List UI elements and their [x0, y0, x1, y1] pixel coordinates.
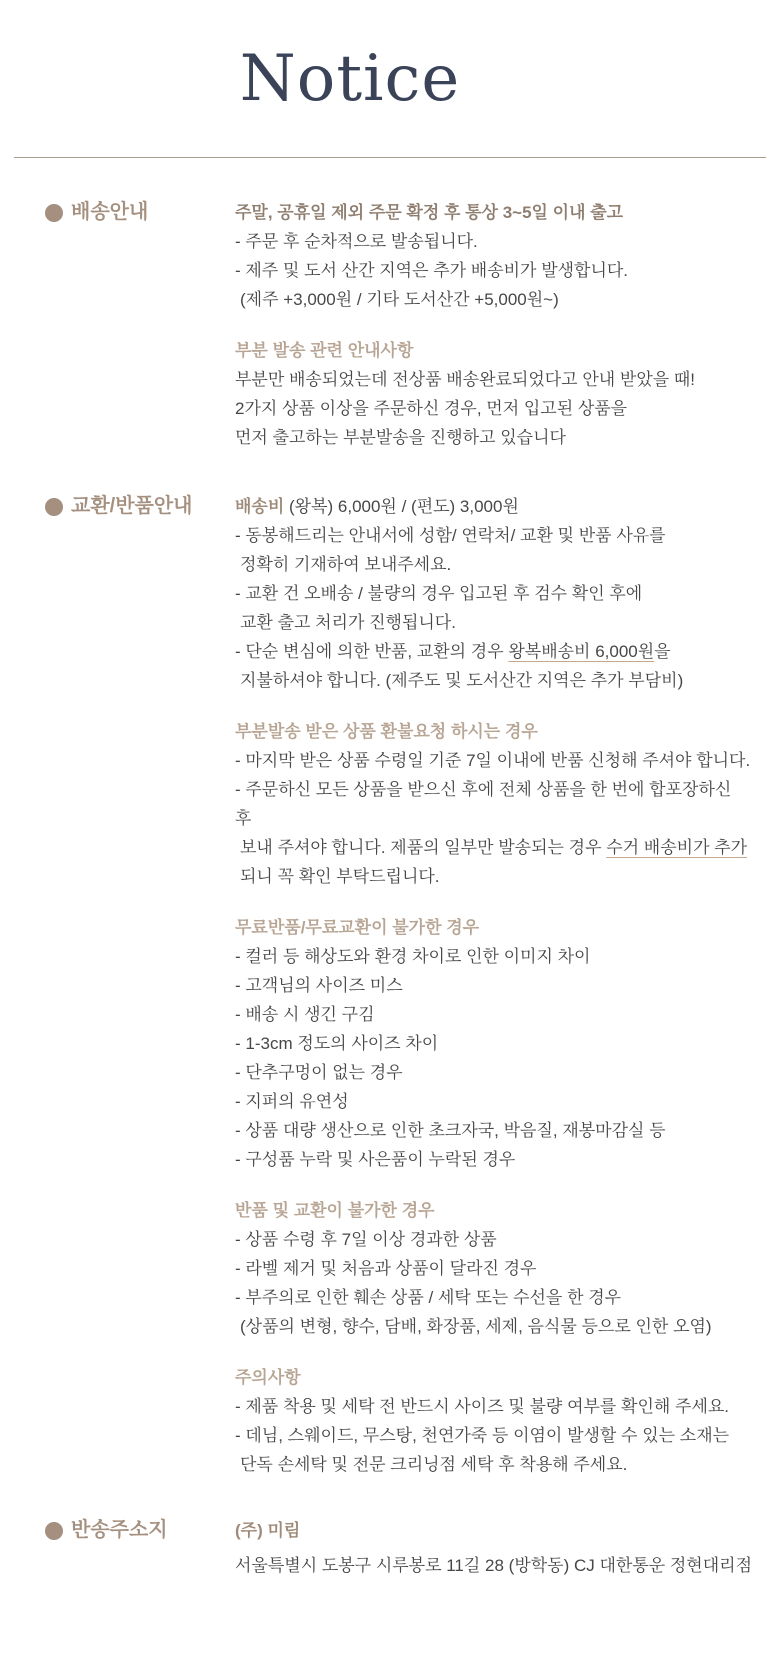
section-heading-label: 배송안내	[71, 201, 149, 223]
block-subtitle: 주의사항	[235, 1368, 301, 1387]
notice-line: - 라벨 제거 및 처음과 상품이 달라진 경우	[235, 1259, 537, 1278]
notice-section	[0, 492, 780, 1479]
notice-line: - 구성품 누락 및 사은품이 누락된 경우	[235, 1150, 516, 1169]
block-lead	[235, 198, 752, 227]
notice-line: - 동봉해드리는 안내서에 성함/ 연락처/ 교환 및 반품 사유를	[235, 526, 666, 545]
block-lead-rest: (왕복) 6,000원 / (편도) 3,000원	[284, 497, 519, 516]
section-heading-label: 반송주소지	[71, 1519, 168, 1541]
notice-line: - 상품 대량 생산으로 인한 초크자국, 박음질, 재봉마감실 등	[235, 1121, 666, 1140]
notice-line: - 제품 착용 및 세탁 전 반드시 사이즈 및 불량 여부를 확인해 주세요.	[235, 1397, 730, 1416]
notice-line: 2가지 상품 이상을 주문하신 경우, 먼저 입고된 상품을	[235, 399, 628, 418]
section-body	[235, 1516, 752, 1580]
notice-line: - 마지막 받은 상품 수령일 기준 7일 이내에 반품 신청해 주셔야 합니다.	[235, 751, 751, 770]
page-title: Notice	[239, 41, 461, 116]
block-subtitle: 반품 및 교환이 불가한 경우	[235, 1201, 435, 1220]
text-block	[235, 717, 752, 891]
block-subtitle: 무료반품/무료교환이 불가한 경우	[235, 918, 480, 937]
notice-line: - 고객님의 사이즈 미스	[235, 976, 403, 995]
section-heading	[45, 492, 235, 521]
notice-line: - 주문하신 모든 상품을 받으신 후에 전체 상품을 한 번에 합포장하신 후	[235, 780, 732, 828]
block-subtitle: 부분 발송 관련 안내사항	[235, 341, 414, 360]
notice-header	[0, 0, 700, 157]
section-heading	[45, 1516, 235, 1545]
section-body	[235, 492, 752, 1479]
block-lead	[235, 492, 752, 521]
notice-line: - 제주 및 도서 산간 지역은 추가 배송비가 발생합니다.	[235, 261, 629, 280]
notice-line	[235, 637, 752, 666]
notice-line: - 배송 시 생긴 구김	[235, 1005, 375, 1024]
notice-line: 부분만 배송되었는데 전상품 배송완료되었다고 안내 받았을 때!	[235, 370, 696, 389]
notice-line: (상품의 변형, 향수, 담배, 화장품, 세제, 음식물 등으로 인한 오염)	[240, 1317, 712, 1336]
notice-line: 지불하셔야 합니다. (제주도 및 도서산간 지역은 추가 부담비)	[240, 671, 684, 690]
notice-line	[235, 833, 752, 862]
notice-sections	[0, 198, 780, 1580]
bullet-icon	[45, 498, 63, 516]
block-lead-main: 주말, 공휴일 제외 주문 확정 후 통상 3~5일 이내 출고	[235, 203, 624, 222]
notice-section	[0, 1516, 780, 1580]
notice-line: - 1-3cm 정도의 사이즈 차이	[235, 1034, 439, 1053]
bullet-icon	[45, 204, 63, 222]
line-text: 보내 주셔야 합니다. 제품의 일부만 발송되는 경우	[240, 838, 607, 857]
notice-line: 되니 꼭 확인 부탁드립니다.	[240, 867, 440, 886]
section-body	[235, 198, 752, 452]
notice-line: 교환 출고 처리가 진행됩니다.	[240, 613, 456, 632]
notice-line: - 상품 수령 후 7일 이상 경과한 상품	[235, 1230, 497, 1249]
text-block	[235, 913, 752, 1174]
notice-line: - 교환 건 오배송 / 불량의 경우 입고된 후 검수 확인 후에	[235, 584, 643, 603]
text-block	[235, 336, 752, 452]
text-block	[235, 1363, 752, 1479]
notice-line: - 부주의로 인한 훼손 상품 / 세탁 또는 수선을 한 경우	[235, 1288, 622, 1307]
notice-line: - 데님, 스웨이드, 무스탕, 천연가죽 등 이염이 발생할 수 있는 소재는	[235, 1426, 730, 1445]
underlined-text: 왕복배송비 6,000원	[508, 642, 655, 661]
section-heading	[45, 198, 235, 227]
bullet-icon	[45, 1522, 63, 1540]
notice-line: - 주문 후 순차적으로 발송됩니다.	[235, 232, 478, 251]
block-lead	[235, 1516, 752, 1545]
text-block	[235, 1516, 752, 1580]
text-block	[235, 492, 752, 695]
notice-line: 단독 손세탁 및 전문 크리닝점 세탁 후 착용해 주세요.	[240, 1455, 628, 1474]
underlined-text: 수거 배송비가 추가	[606, 838, 748, 857]
notice-line: 정확히 기재하여 보내주세요.	[240, 555, 452, 574]
notice-line: - 컬러 등 해상도와 환경 차이로 인한 이미지 차이	[235, 947, 591, 966]
notice-line: - 지퍼의 유연성	[235, 1092, 349, 1111]
line-text: - 단순 변심에 의한 반품, 교환의 경우	[235, 642, 509, 661]
text-block	[235, 1196, 752, 1341]
block-subtitle: 부분발송 받은 상품 환불요청 하시는 경우	[235, 722, 538, 741]
notice-line: - 단추구멍이 없는 경우	[235, 1063, 403, 1082]
text-block	[235, 198, 752, 314]
notice-line: 서울특별시 도봉구 시루봉로 11길 28 (방학동) CJ 대한통운 정현대리점	[235, 1556, 752, 1575]
block-lead-main: (주) 미림	[235, 1521, 301, 1540]
section-heading-label: 교환/반품안내	[71, 495, 193, 517]
notice-line: 먼저 출고하는 부분발송을 진행하고 있습니다	[235, 428, 566, 447]
line-text: 을	[654, 642, 671, 661]
notice-line: (제주 +3,000원 / 기타 도서산간 +5,000원~)	[240, 290, 559, 309]
block-lead-main: 배송비	[235, 497, 285, 516]
header-divider	[14, 157, 766, 158]
notice-section	[0, 198, 780, 452]
